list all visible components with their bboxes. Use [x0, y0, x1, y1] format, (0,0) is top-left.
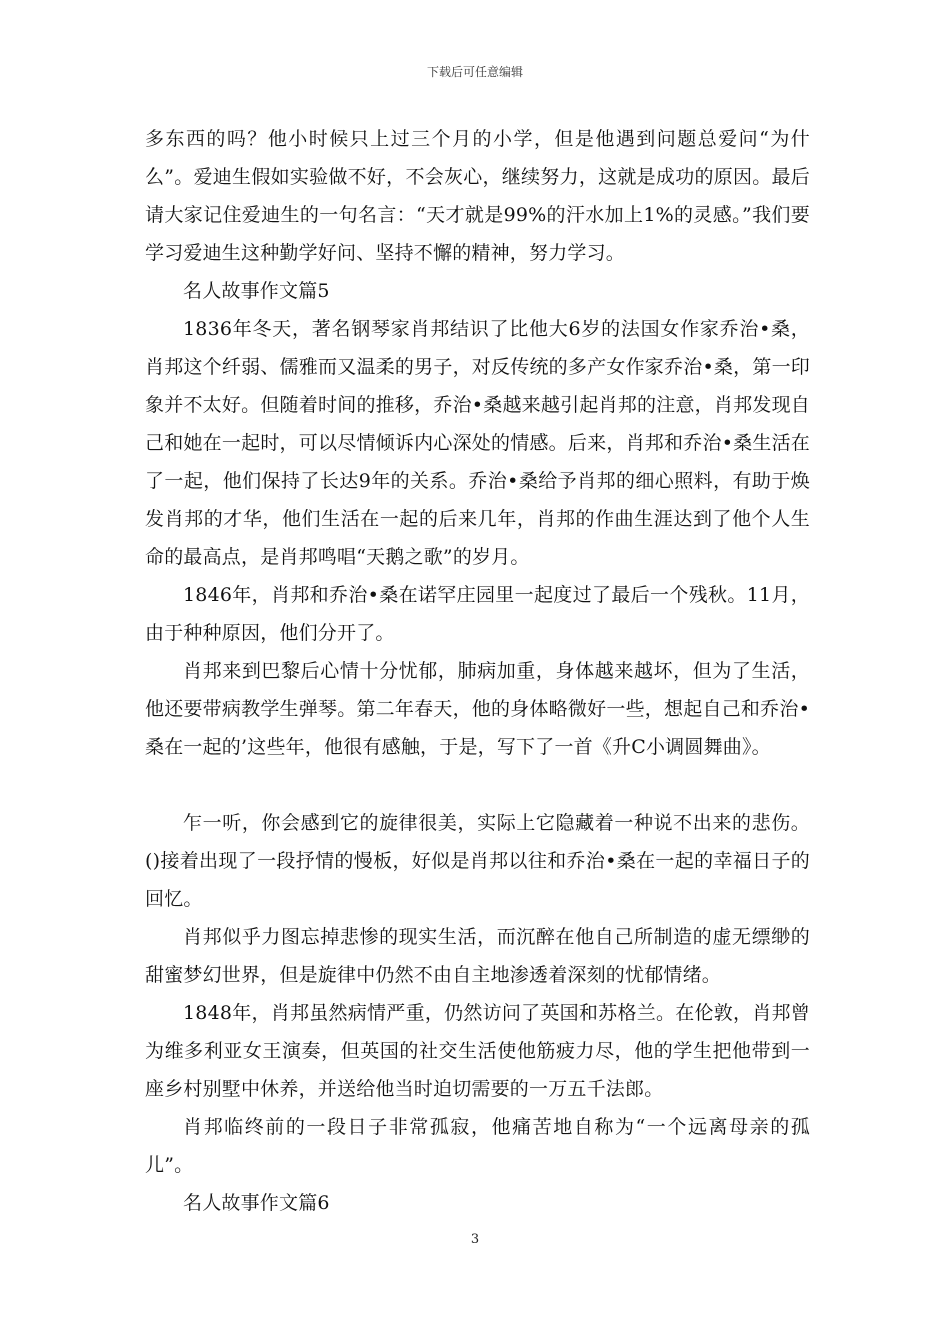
paragraph-1848-britain: 1848年，肖邦虽然病情严重，仍然访问了英国和苏格兰。在伦敦，肖邦曾为维多利亚女王演奏，但英国的社交生活使他筋疲力尽，他的学生把他带到一座乡村别墅中休养，并送给他当时迫切需要的一万五千法郎。: [145, 1002, 810, 1100]
paragraph-dream-world: 肖邦似乎力图忘掉悲惨的现实生活，而沉醉在他自己所制造的虚无缥缈的甜蜜梦幻世界，但是旋律中仍然不由自主地渗透着深刻的忧郁情绪。: [145, 926, 810, 986]
page-header: 下载后可任意编辑: [426, 65, 523, 79]
section-heading-essay-6: 名人故事作文篇6: [183, 1192, 330, 1214]
paragraph-1846-separation: 1846年，肖邦和乔治•桑在诺罕庄园里一起度过了最后一个残秋。11月，由于种种原因，他们分开了。: [145, 584, 810, 644]
paragraph-chopin-sand-meeting: 1836年冬天，著名钢琴家肖邦结识了比他大6岁的法国女作家乔治•桑，肖邦这个纤弱、儒雅而又温柔的男子，对反传统的多产女作家乔治•桑，第一印象并不太好。但随着时间的推移，乔治•桑越来越引起肖邦的注意，肖邦发现自己和她在一起时，可以尽情倾诉内心深处的情感。后来，肖邦和乔治•桑生活在了一起，他们保持了长达9年的关系。乔治•桑给予肖邦的细心照料，有助于焕发肖邦的才华，他们生活在一起的后来几年，肖邦的作曲生涯达到了他个人生命的最高点，是肖邦鸣唱“天鹅之歌”的岁月。: [145, 318, 810, 568]
paragraph-gap: [145, 766, 810, 804]
paragraph-paris-waltz: 肖邦来到巴黎后心情十分忧郁，肺病加重，身体越来越坏，但为了生活，他还要带病教学生弹琴。第二年春天，他的身体略微好一些，想起自己和乔治•桑在一起的’这些年，他很有感触，于是，写下了一首《升C小调圆舞曲》。: [145, 660, 810, 758]
paragraph-final-days: 肖邦临终前的一段日子非常孤寂，他痛苦地自称为“一个远离母亲的孤儿”。: [145, 1116, 810, 1176]
document-body: [145, 120, 810, 1222]
paragraph-edison-conclusion: 多东西的吗？他小时候只上过三个月的小学，但是他遇到问题总爱问“为什么”。爱迪生假如实验做不好，不会灰心，继续努力，这就是成功的原因。最后请大家记住爱迪生的一句名言：“天才就是99%的汗水加上1%的灵感。”我们要学习爱迪生这种勤学好问、坚持不懈的精神，努力学习。: [145, 128, 810, 264]
paragraph-melody-description: 乍一听，你会感到它的旋律很美，实际上它隐藏着一种说不出来的悲伤。()接着出现了一段抒情的慢板，好似是肖邦以往和乔治•桑在一起的幸福日子的回忆。: [145, 812, 810, 910]
section-heading-essay-5: 名人故事作文篇5: [183, 280, 330, 302]
page-number: 3: [470, 1232, 480, 1247]
